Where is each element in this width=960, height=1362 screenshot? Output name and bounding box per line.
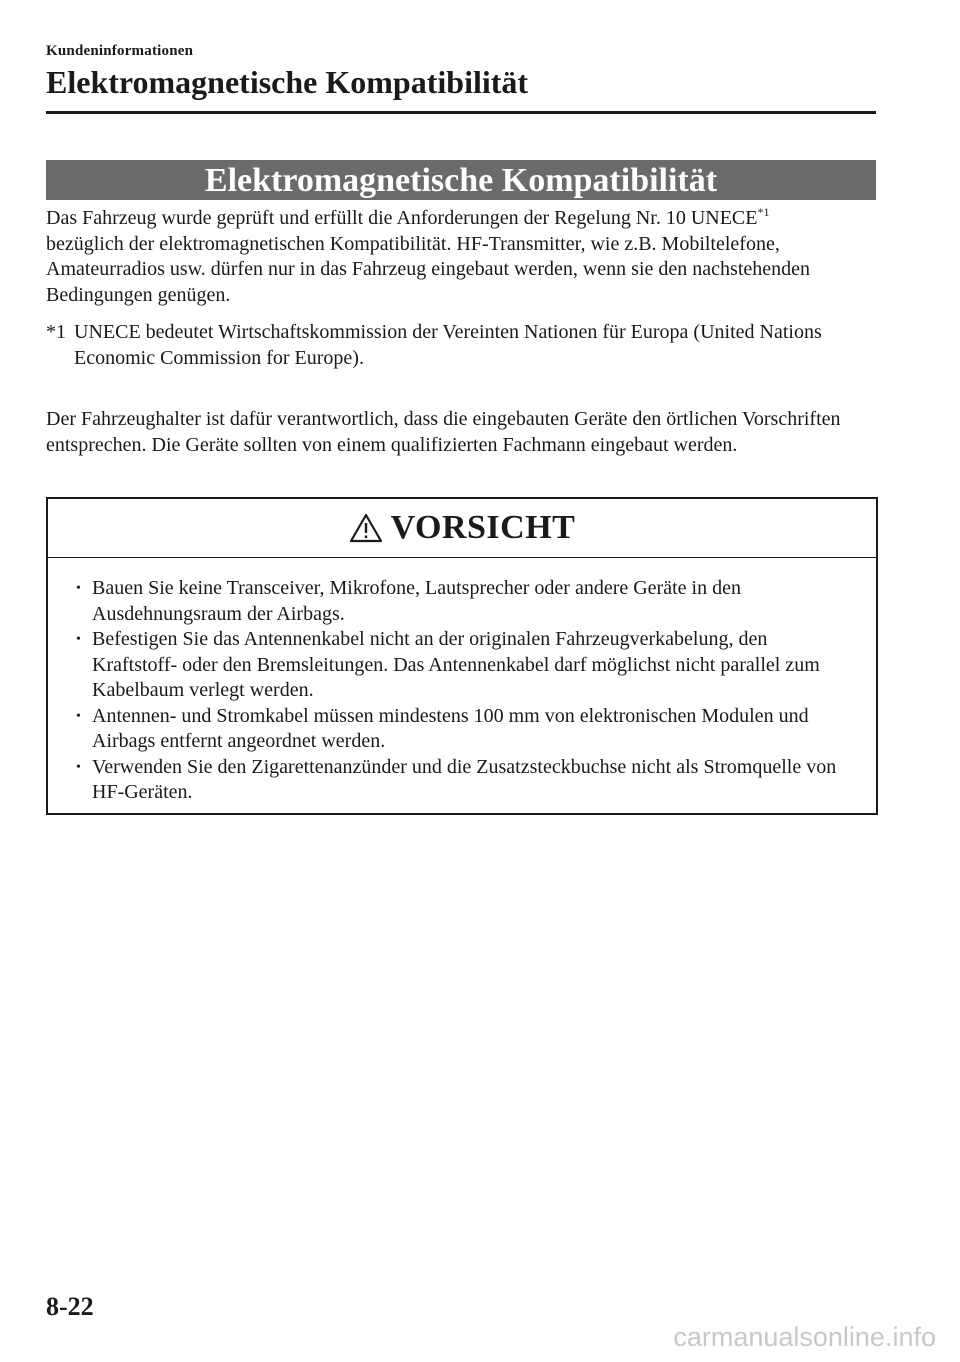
caution-item-text: Verwenden Sie den Zigarettenanzünder und die Zusatzsteckbuchse nicht als Stromquelle von HF-Geräten. [92,755,837,803]
caution-box [46,497,878,815]
intro-text: Das Fahrzeug wurde geprüft und erfüllt die Anforderungen der Regelung Nr. 10 UNECE [46,207,758,229]
caution-item [72,627,856,704]
caution-item-text: Bauen Sie keine Transceiver, Mikrofone, Lautsprecher oder andere Geräte in den Ausdehnungsraum der Airbags. [92,577,741,625]
caution-item-text: Befestigen Sie das Antennenkabel nicht an der originalen Fahrzeugverkabelung, den Kraftstoff- oder den Bremsleitungen. Das Antennenkabel darf möglichst nicht parallel zum Kabelbaum verlegt werden. [92,628,820,701]
footnote-marker: *1 [46,321,66,343]
bullet-icon: • [76,581,81,596]
responsibility-paragraph: Der Fahrzeughalter ist dafür verantwortlich, dass die eingebauten Geräte den örtlichen Vorschriften entsprechen. Die Geräte sollten von einem qualifizierten Fachmann eingebaut werden. [46,408,841,456]
bullet-icon: • [76,759,81,775]
warning-triangle-icon [349,513,383,543]
section-banner: Elektromagnetische Kompatibilität [46,160,876,200]
caution-item [72,755,856,806]
caution-title: VORSICHT [390,509,576,546]
chapter-label: Kundeninformationen [46,43,194,59]
caution-list [48,558,876,806]
footnote-reference: *1 [757,205,770,219]
caution-header [48,499,876,558]
bullet-icon: • [76,708,81,724]
caution-item [72,704,856,755]
intro-text-continued: bezüglich der elektromagnetischen Kompatibilität. HF-Transmitter, wie z.B. Mobiltelefone, Amateurradios usw. dürfen nur in das Fahrzeug eingebaut werden, wenn sie den nachstehenden Bedingungen genügen. [46,232,811,306]
header-divider [46,111,876,114]
caution-item-text: Antennen- und Stromkabel müssen mindestens 100 mm von elektronischen Modulen und Airbags entfernt angeordnet werden. [92,704,809,752]
intro-paragraph [46,206,876,308]
page-title: Elektromagnetische Kompatibilität [46,64,529,100]
caution-item [72,576,856,627]
footnote [46,320,876,371]
bullet-icon: • [76,632,81,647]
watermark: carmanualsonline.info [673,1322,936,1352]
page-number: 8-22 [46,1292,94,1321]
footnote-text: UNECE bedeutet Wirtschaftskommission der Vereinten Nationen für Europa (United Nations Economic Commission for Europe). [74,321,822,369]
